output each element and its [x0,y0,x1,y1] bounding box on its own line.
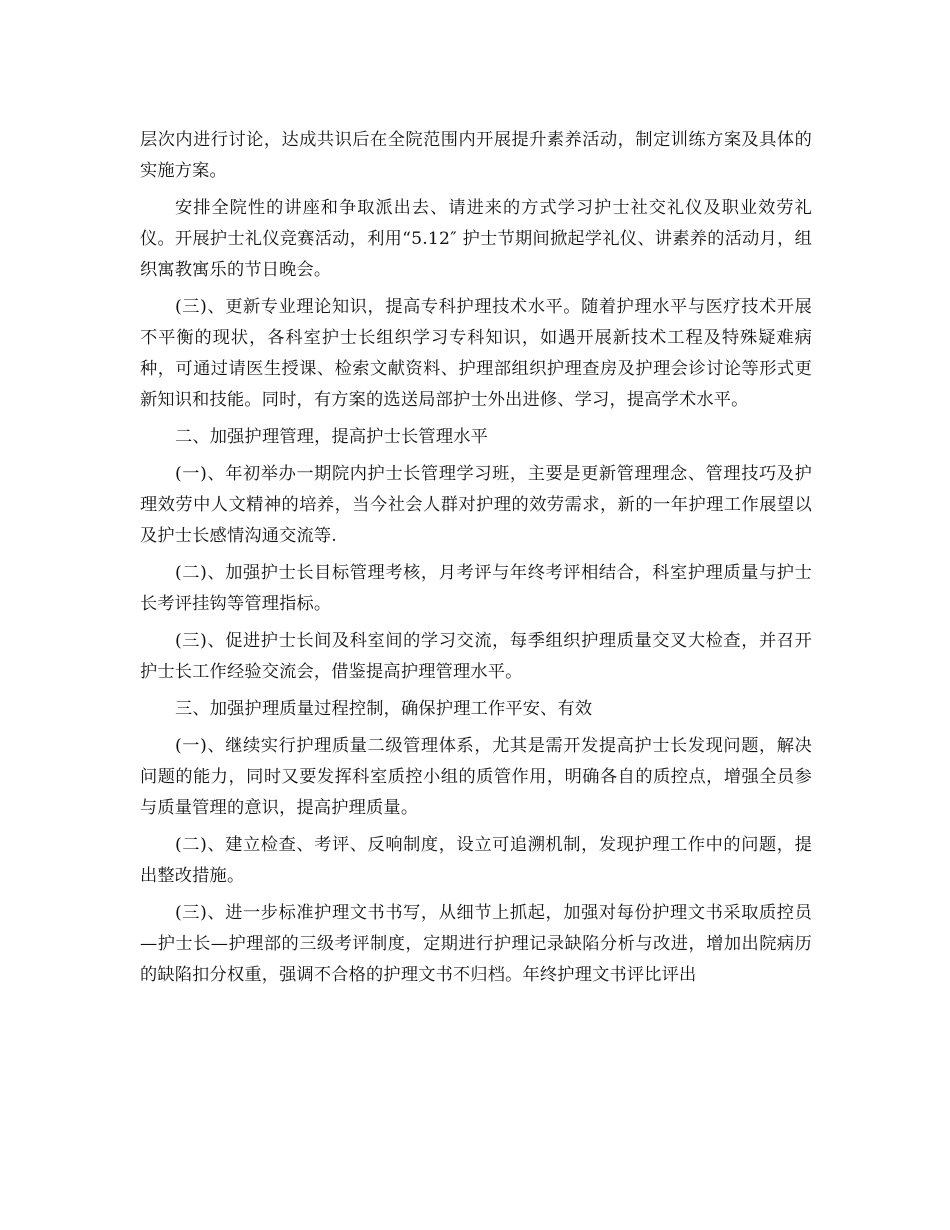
paragraph: 安排全院性的讲座和争取派出去、请进来的方式学习护士社交礼仪及职业效劳礼仪。开展护士礼仪竞赛活动，利用“5.12″ 护士节期间掀起学礼仪、讲素养的活动月，组织寓教寓乐的节日晚会。 [140,198,812,280]
paragraph: (二)、建立检查、考评、反响制度，设立可追溯机制，发现护理工作中的问题，提出整改措施。 [140,835,812,886]
section-heading: 三、加强护理质量过程控制，确保护理工作平安、有效 [175,699,593,719]
section-heading: 二、加强护理管理，提高护士长管理水平 [175,427,488,447]
paragraph: 层次内进行讨论，达成共识后在全院范围内开展提升素养活动，制定训练方案及具体的实施方案。 [140,130,812,181]
paragraph: (三)、进一步标准护理文书书写，从细节上抓起，加强对每份护理文书采取质控员—护士长—护理部的三级考评制度，定期进行护理记录缺陷分析与改进，增加出院病历的缺陷扣分权重，强调不合格的护理文书不归档。年终护理文书评比评出 [140,903,812,985]
paragraph: (一)、继续实行护理质量二级管理体系，尤其是需开发提高护士长发现问题，解决问题的能力，同时又要发挥科室质控小组的质管作用，明确各自的质控点，增强全员参与质量管理的意识，提高护理质量。 [140,736,812,818]
paragraph: (三)、促进护士长间及科室间的学习交流，每季组织护理质量交叉大检查，并召开护士长工作经验交流会，借鉴提高护理管理水平。 [140,631,812,682]
paragraph: (三)、更新专业理论知识，提高专科护理技术水平。随着护理水平与医疗技术开展不平衡的现状，各科室护士长组织学习专科知识，如遇开展新技术工程及特殊疑难病种，可通过请医生授课、检索文献资料、护理部组织护理查房及护理会诊讨论等形式更新知识和技能。同时，有方案的选送局部护士外出进修、学习，提高学术水平。 [140,297,812,410]
paragraph: (二)、加强护士长目标管理考核，月考评与年终考评相结合，科室护理质量与护士长考评挂钩等管理指标。 [140,563,812,614]
document-body [140,125,812,997]
paragraph: (一)、年初举办一期院内护士长管理学习班，主要是更新管理理念、管理技巧及护理效劳中人文精神的培养，当今社会人群对护理的效劳需求，新的一年护理工作展望以及护士长感情沟通交流等. [140,464,812,546]
